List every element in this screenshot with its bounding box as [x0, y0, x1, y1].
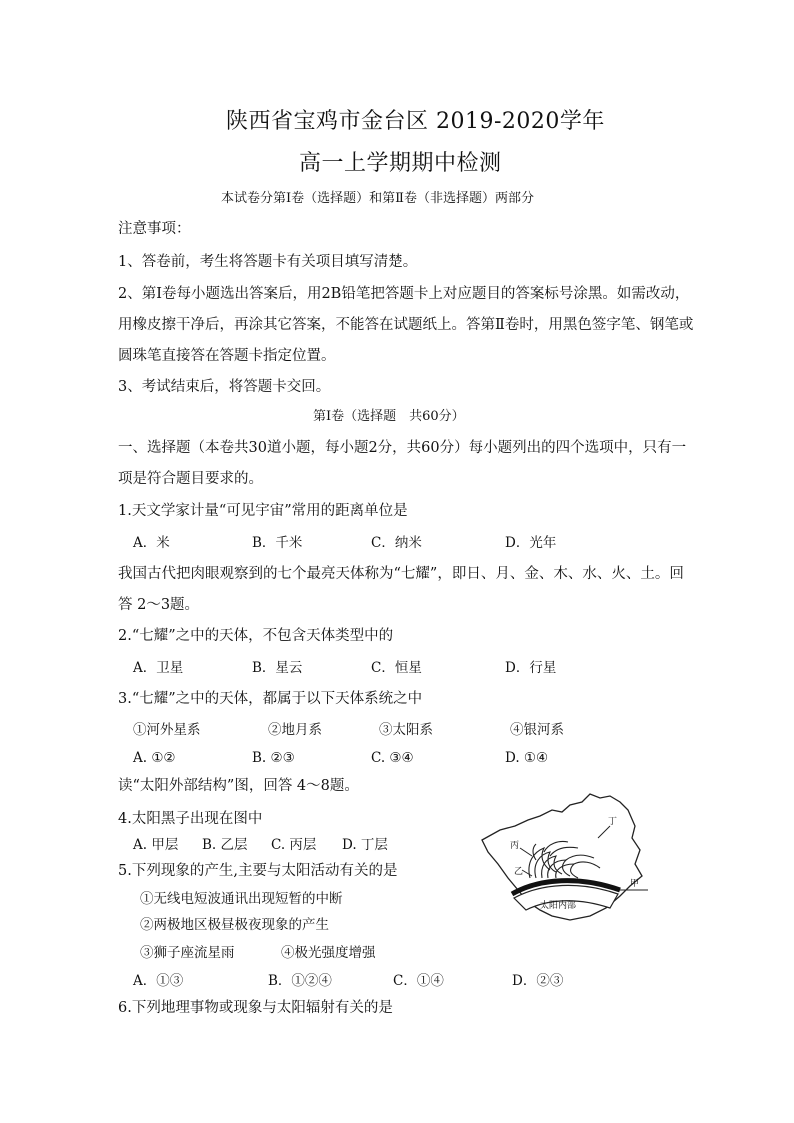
note-2-line-1: 2、第Ⅰ卷每小题选出答案后，用2B铅笔把答题卡上对应题目的答案标号涂黑。如需改动，	[118, 286, 690, 302]
question-1-stem: 1.天文学家计量“可见宇宙”常用的距离单位是	[118, 503, 408, 519]
label-bing: 丙	[510, 841, 520, 851]
label-yi: 乙	[514, 867, 524, 877]
notes-heading: 注意事项：	[118, 221, 191, 237]
question-4-option-d: D. 丁层	[342, 837, 388, 853]
question-2-option-c: C．恒星	[371, 660, 422, 676]
question-3-option-b: B. ②③	[252, 750, 295, 766]
sun-structure-diagram	[470, 790, 652, 922]
question-3-item-2: ②地月系	[268, 722, 322, 738]
document-intro: 本试卷分第Ⅰ卷（选择题）和第Ⅱ卷（非选择题）两部分	[221, 191, 534, 206]
question-3-option-a: A. ①②	[133, 750, 176, 766]
question-5-item-1: ①无线电短波通讯出现短暂的中断	[140, 891, 343, 907]
question-4-stem: 4.太阳黑子出现在图中	[118, 811, 263, 827]
section-1-heading: 第Ⅰ卷（选择题 共60分）	[313, 409, 465, 424]
question-4-option-c: C. 丙层	[271, 837, 317, 853]
question-2-option-a: A．卫星	[133, 660, 184, 676]
question-2-stem: 2.“七耀”之中的天体，不包含天体类型中的	[118, 628, 394, 644]
question-3-item-3: ③太阳系	[379, 722, 433, 738]
note-3: 3、考试结束后，将答题卡交回。	[118, 379, 331, 395]
question-5-option-d: D．②③	[512, 973, 564, 989]
label-ding: 丁	[608, 817, 618, 827]
question-6-stem: 6.下列地理事物或现象与太阳辐射有关的是	[118, 1000, 393, 1016]
question-2-option-d: D．行星	[505, 660, 557, 676]
question-3-item-4: ④银河系	[510, 722, 564, 738]
section-1-instructions-line-1: 一、选择题（本卷共30道小题，每小题2分，共60分）每小题列出的四个选项中，只有一	[118, 440, 687, 456]
document-subtitle: 高一上学期期中检测	[299, 151, 502, 176]
note-2-line-3: 圆珠笔直接答在答题卡指定位置。	[118, 348, 336, 364]
section-1-instructions-line-2: 项是符合题目要求的。	[118, 471, 263, 487]
label-interior: 太阳内部	[540, 901, 577, 911]
question-1-option-b: B．千米	[252, 535, 303, 551]
note-2-line-2: 用橡皮擦干净后，再涂其它答案，不能答在试题纸上。答第Ⅱ卷时，用黑色签字笔、钢笔或	[118, 317, 694, 333]
question-5-item-4: ④极光强度增强	[281, 945, 376, 961]
passage-4-8: 读“太阳外部结构”图，回答 4～8题。	[118, 778, 359, 794]
question-3-option-c: C. ③④	[371, 750, 414, 766]
question-5-option-a: A．①③	[133, 973, 184, 989]
passage-2-3-line-1: 我国古代把肉眼观察到的七个最亮天体称为“七耀”，即日、月、金、木、水、火、土。回	[118, 566, 684, 582]
question-2-option-b: B．星云	[252, 660, 303, 676]
passage-2-3-line-2: 答 2～3题。	[118, 597, 200, 613]
note-1: 1、答卷前，考生将答题卡有关项目填写清楚。	[118, 254, 418, 270]
question-5-item-2: ②两极地区极昼极夜现象的产生	[140, 917, 329, 933]
label-jia: 甲	[630, 879, 640, 889]
question-5-option-b: B．①②④	[268, 973, 332, 989]
question-5-stem: 5.下列现象的产生,主要与太阳活动有关的是	[118, 863, 398, 879]
question-5-item-3: ③狮子座流星雨	[140, 945, 235, 961]
question-3-stem: 3.“七耀”之中的天体，都属于以下天体系统之中	[118, 691, 423, 707]
question-1-option-c: C．纳米	[371, 535, 422, 551]
question-5-option-c: C．①④	[393, 973, 444, 989]
question-1-option-a: A．米	[133, 535, 170, 551]
question-4-option-b: B. 乙层	[202, 837, 248, 853]
question-4-option-a: A. 甲层	[133, 837, 179, 853]
question-1-option-d: D．光年	[505, 535, 557, 551]
question-3-item-1: ①河外星系	[133, 722, 201, 738]
question-3-option-d: D. ①④	[505, 750, 549, 766]
document-title: 陕西省宝鸡市金台区 2019-2020学年	[226, 109, 605, 134]
